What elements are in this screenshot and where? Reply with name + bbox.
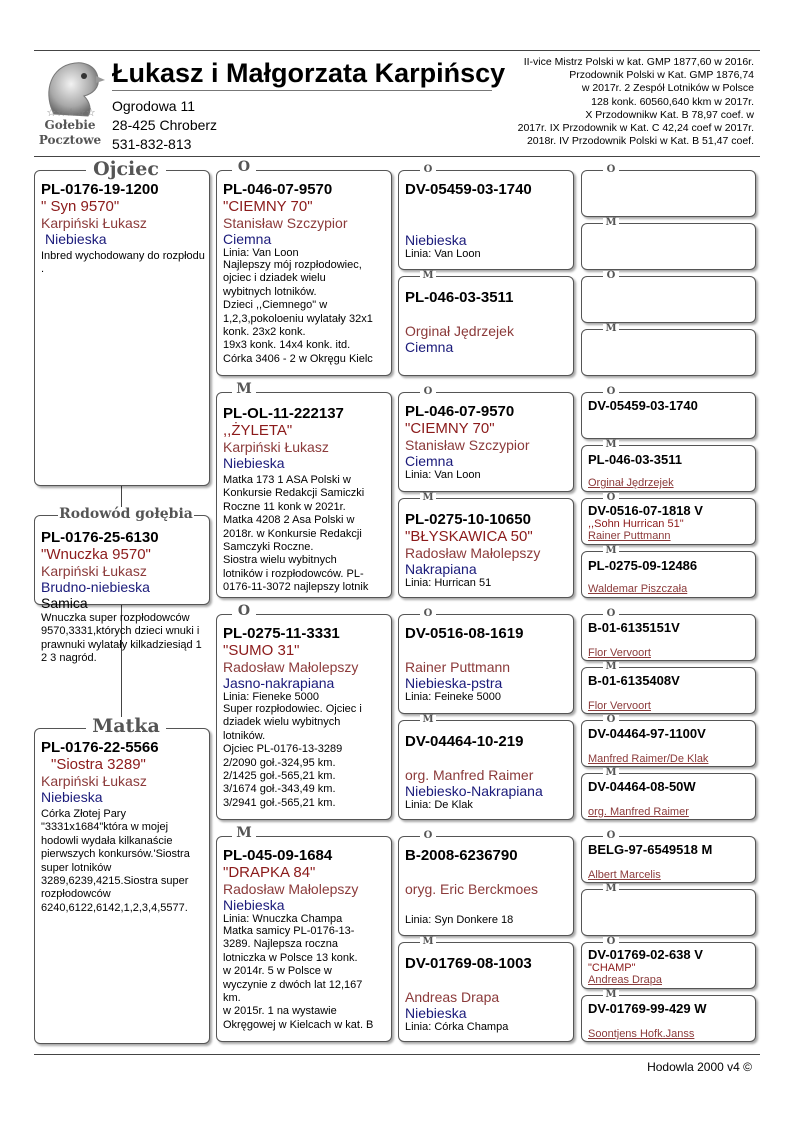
achievement-line: Przodownik Polski w Kat. GMP 1876,74 <box>569 69 754 82</box>
dam-label: M <box>603 768 619 778</box>
ggp-owner: Radosław Małolepszy <box>405 545 541 561</box>
gggp-ring: DV-01769-02-638 V <box>588 947 703 962</box>
logo-text-line-2: Pocztowe <box>38 133 102 147</box>
great-grandparent-card[interactable] <box>398 392 574 492</box>
ggp-ring: B-2008-6236790 <box>405 847 518 864</box>
gggp-owner: Flor Vervoort <box>588 647 651 659</box>
gggp-card[interactable] <box>581 392 756 439</box>
mother-color: Niebieska <box>41 789 103 805</box>
dam-label: M <box>603 218 619 228</box>
grandparent-description: Matka 173 1 ASA Polski w Konkursie Redakcji Samiczki Roczne 11 konk w 2021r. Matka 4208 2 Asa Polski w 2018r. w Konkursie Redakcji Samczyki Roczne. Siostra wielu wybitnych lotników i rozpłodowców. PL- 0176-11-3072 najlepszy lotnik <box>223 474 369 594</box>
dam-label: M <box>603 546 619 556</box>
great-grandparent-card[interactable] <box>398 720 574 820</box>
father-label: Ojciec <box>86 160 166 179</box>
great-grandparent-card[interactable] <box>398 614 574 714</box>
grandparent-color: Niebieska <box>223 455 285 471</box>
grandparent-name: "SUMO 31" <box>223 642 300 659</box>
mother-name: "Siostra 3289" <box>51 756 146 773</box>
gggp-card[interactable] <box>581 170 756 217</box>
achievement-line: 2018r. IV Przodownik Polski w Kat. B 51,47 coef. <box>526 135 754 148</box>
dam-label: M <box>603 440 619 450</box>
gggp-card[interactable] <box>581 614 756 661</box>
sire-label: O <box>420 831 436 841</box>
gggp-card[interactable] <box>581 329 756 376</box>
gggp-name <box>588 794 753 806</box>
great-grandparent-card[interactable] <box>398 836 574 936</box>
grandparent-description: Najlepszy mój rozpłodowiec, ojciec i dziadek wielu wybitnych lotników. Dzieci ,,Ciemnego" w 1,2,3,pokoloeniu wylatały 32x1 konk. 23x2 konk. 19x3 konk. 14x4 konk. itd. Córka 3406 - 2 w Okręgu Kielc <box>223 259 373 365</box>
father-card[interactable] <box>34 170 210 486</box>
achievement-line: X Przodownikw Kat. B 78,97 coef. w <box>585 108 754 121</box>
gggp-card[interactable] <box>581 667 756 714</box>
gggp-card[interactable] <box>581 995 756 1042</box>
subject-color: Brudno-niebieska <box>41 579 150 595</box>
gggp-card[interactable] <box>581 276 756 323</box>
gggp-owner: Manfred Raimer/De Klak <box>588 753 709 765</box>
grandparent-color: Niebieska <box>223 897 285 913</box>
great-grandparent-card[interactable] <box>398 276 574 376</box>
gggp-owner: Soontjens Hofk.Janss <box>588 1028 695 1040</box>
gggp-name <box>588 688 753 700</box>
father-owner: Karpiński Łukasz <box>41 215 147 231</box>
ggp-line: Linia: De Klak <box>405 799 473 811</box>
ggp-ring: DV-0516-08-1619 <box>405 625 524 642</box>
sire-label: O <box>603 609 619 619</box>
gggp-card[interactable] <box>581 889 756 936</box>
gggp-ring: B-01-6135151V <box>588 620 680 635</box>
grandparent-ring: PL-OL-11-222137 <box>223 405 344 422</box>
gggp-ring: PL-046-03-3511 <box>588 452 682 467</box>
gggp-card[interactable] <box>581 773 756 820</box>
father-ring: PL-0176-19-1200 <box>41 181 159 198</box>
ggp-ring: PL-046-07-9570 <box>405 403 515 420</box>
dam-label: M <box>420 715 436 725</box>
grandparent-color: Jasno-nakrapiana <box>223 675 335 691</box>
ggp-owner: org. Manfred Raimer <box>405 767 534 783</box>
logo <box>34 56 106 152</box>
dam-label: M <box>420 493 436 503</box>
gggp-ring: DV-01769-99-429 W <box>588 1001 707 1016</box>
gggp-name <box>588 573 753 583</box>
ggp-color: Ciemna <box>405 453 454 469</box>
grandparent-description: Matka samicy PL-0176-13- 3289. Najlepsza roczna lotniczka w Polsce 13 konk. w 2014r. 5 w Polsce w wyczynie z dwóch lat 12,167 km. w 2015r. 1 na wystawie Okręgowej w Kielcach w kat. B <box>223 925 374 1031</box>
sire-label: O <box>603 937 619 947</box>
gggp-card[interactable] <box>581 445 756 492</box>
gggp-name <box>588 1016 753 1028</box>
sire-label: O <box>603 493 619 503</box>
grandparent-color: Ciemna <box>223 231 272 247</box>
gggp-ring: DV-04464-97-1100V <box>588 726 706 741</box>
ggp-owner: Orginał Jędrzejek <box>405 323 514 339</box>
logo-text-line-1: Gołebie <box>44 118 96 132</box>
address-phone: 531-832-813 <box>112 136 192 152</box>
dam-label: M <box>603 990 619 1000</box>
achievement-line: II-vice Mistrz Polski w kat. GMP 1877,60 w 2016r. <box>523 56 754 68</box>
dam-label: M <box>232 826 256 840</box>
ggp-color: Niebieska-pstra <box>405 675 503 691</box>
sire-label: O <box>603 387 619 397</box>
gggp-name: "CHAMP" <box>588 962 636 974</box>
gggp-owner: Rainer Puttmann <box>588 530 671 542</box>
gggp-owner: Waldemar Piszczała <box>588 583 688 595</box>
gggp-owner: Andreas Drapa <box>588 974 662 986</box>
sire-label: O <box>603 165 619 175</box>
ggp-line: Linia: Van Loon <box>405 248 481 260</box>
ggp-owner: Stanisław Szczypior <box>405 437 530 453</box>
ggp-color: Ciemna <box>405 339 454 355</box>
sire-label: O <box>420 609 436 619</box>
ggp-color: Nakrapiana <box>405 561 477 577</box>
grandparent-line: Linia: Fieneke 5000 <box>223 691 320 703</box>
ggp-owner <box>405 215 570 232</box>
great-grandparent-card[interactable] <box>398 942 574 1042</box>
gggp-name: ,,Sohn Hurrican 51" <box>588 518 684 530</box>
ggp-name <box>405 972 570 989</box>
sire-label: O <box>420 165 436 175</box>
grandparent-ring: PL-045-09-1684 <box>223 847 333 864</box>
gggp-name <box>588 857 753 869</box>
gggp-ring: B-01-6135408V <box>588 673 680 688</box>
grandparent-ring: PL-046-07-9570 <box>223 181 333 198</box>
sire-label: O <box>603 831 619 841</box>
grandparent-line: Linia: Wnuczka Champa <box>223 913 343 925</box>
grandparent-ring: PL-0275-11-3331 <box>223 625 340 642</box>
subject-name: "Wnuczka 9570" <box>41 546 151 563</box>
achievement-line: w 2017r. 2 Zespół Lotników w Polsce <box>581 82 754 95</box>
subject-owner: Karpiński Łukasz <box>41 563 147 579</box>
ggp-name <box>405 306 570 323</box>
grandparent-name: "DRAPKA 84" <box>223 864 316 881</box>
breeder-title: Łukasz i Małgorzata Karpińscy <box>112 58 506 88</box>
pedigree-connector <box>121 485 122 507</box>
ggp-line: Linia: Córka Champa <box>405 1021 509 1033</box>
gggp-owner: Flor Vervoort <box>588 700 651 712</box>
gggp-card[interactable] <box>581 223 756 270</box>
mother-card[interactable] <box>34 728 210 1044</box>
great-grandparent-card[interactable] <box>398 170 574 270</box>
gggp-name <box>588 467 753 477</box>
gggp-ring: PL-0275-09-12486 <box>588 558 698 573</box>
dam-label: M <box>603 324 619 334</box>
header-top-rule <box>34 50 760 51</box>
pedigree-label: Rodowód gołębia <box>59 506 193 522</box>
achievement-line: 2017r. IX Przodownik w Kat. C 42,24 coef w 2017r. <box>517 122 754 135</box>
subject-description: Wnuczka super rozpłodowców 9570,3331,których dzieci wnuki i prawnuki wylatały kilkadziesiąd 1 2 3 nagród. <box>41 612 202 665</box>
ggp-line: Linia: Van Loon <box>405 469 481 481</box>
ggp-owner: Rainer Puttmann <box>405 659 511 675</box>
grandparent-line: Linia: Van Loon <box>223 247 299 259</box>
great-grandparent-card[interactable] <box>398 498 574 598</box>
grandparent-card[interactable] <box>216 392 392 598</box>
gggp-owner: Albert Marcelis <box>588 869 661 881</box>
mother-label: Matka <box>86 717 166 736</box>
gggp-ring: BELG-97-6549518 M <box>588 842 713 857</box>
sire-label: O <box>232 160 256 174</box>
ggp-owner: Andreas Drapa <box>405 989 500 1005</box>
ggp-name: "CIEMNY 70" <box>405 420 495 437</box>
dam-label: M <box>420 271 436 281</box>
grandparent-owner: Stanisław Szczypior <box>223 215 348 231</box>
grandparent-description: Super rozpłodowiec. Ojciec i dziadek wielu wybitnych lotników. Ojciec PL-0176-13-3289 2/2090 goł.-324,95 km. 2/1425 goł.-565,21 km. 3/1674 goł.-343,49 km. 3/2941 goł.-565,21 km. <box>223 703 362 809</box>
ggp-ring: DV-04464-10-219 <box>405 733 524 750</box>
address-city: 28-425 Chroberz <box>112 117 218 133</box>
gggp-owner: org. Manfred Raimer <box>588 806 689 818</box>
father-color: Niebieska <box>45 231 107 247</box>
mother-description: Córka Złotej Pary "3331x1684"która w mojej hodowli wydała kilkanaście pierwszych konkursów.'Siostra super lotników 3289,6239,4215.Siostra super rozpłodowców 6240,6122,6142,1,2,3,4,5577. <box>41 808 190 914</box>
subject-ring: PL-0176-25-6130 <box>41 529 159 546</box>
ggp-name <box>405 750 570 767</box>
gggp-ring: DV-05459-03-1740 <box>588 398 698 413</box>
dam-label: M <box>603 884 619 894</box>
ggp-ring: PL-046-03-3511 <box>405 289 514 306</box>
sire-label: O <box>603 271 619 281</box>
sire-label: O <box>232 604 256 618</box>
gggp-card[interactable] <box>581 551 756 598</box>
gggp-name <box>588 635 753 647</box>
grandparent-card[interactable] <box>216 614 392 820</box>
grandparent-owner: Radosław Małolepszy <box>223 659 359 675</box>
gggp-card[interactable] <box>581 720 756 767</box>
gggp-card[interactable] <box>581 498 756 545</box>
sire-label: O <box>420 387 436 397</box>
gggp-owner: Orginał Jędrzejek <box>588 477 674 489</box>
ggp-ring: DV-01769-08-1003 <box>405 955 532 972</box>
breeder-address <box>112 97 217 154</box>
mother-ring: PL-0176-22-5566 <box>41 739 159 756</box>
gggp-ring: DV-0516-07-1818 V <box>588 503 703 518</box>
grandparent-owner: Radosław Małolepszy <box>223 881 359 897</box>
subject-card[interactable] <box>34 515 210 665</box>
ggp-color: Niebieska <box>405 1005 467 1021</box>
subject-sex: Samica <box>41 595 88 611</box>
ggp-ring: DV-05459-03-1740 <box>405 181 532 198</box>
gggp-card[interactable] <box>581 836 756 883</box>
ggp-ring: PL-0275-10-10650 <box>405 511 531 528</box>
dam-label: M <box>420 937 436 947</box>
grandparent-card[interactable] <box>216 170 392 376</box>
achievements <box>454 56 754 148</box>
grandparent-name: ,,ŻYLETA" <box>223 422 293 439</box>
grandparent-card[interactable] <box>216 836 392 1042</box>
ggp-line: Linia: Syn Donkere 18 <box>405 914 514 926</box>
ggp-owner: oryg. Eric Berckmoes <box>405 881 539 897</box>
ggp-line: Linia: Feineke 5000 <box>405 691 502 703</box>
ggp-name <box>405 642 570 659</box>
ggp-color <box>405 897 570 914</box>
grandparent-name: "CIEMNY 70" <box>223 198 313 215</box>
sire-label: O <box>603 715 619 725</box>
address-street: Ogrodowa 11 <box>112 98 196 114</box>
title-underline <box>112 90 492 91</box>
ggp-name <box>405 198 570 215</box>
father-description: Inbred wychodowany do rozpłodu . <box>41 250 205 276</box>
footer-rule <box>34 1054 760 1055</box>
gggp-name <box>588 741 753 753</box>
grandparent-owner: Karpiński Łukasz <box>223 439 329 455</box>
logo-stars: ☆☆☆☆☆ <box>46 107 96 119</box>
footer-credit: Hodowla 2000 v4 © <box>647 1060 752 1074</box>
mother-owner: Karpiński Łukasz <box>41 773 147 789</box>
gggp-ring: DV-04464-08-50W <box>588 779 696 794</box>
ggp-name: "BŁYSKAWICA 50" <box>405 528 533 545</box>
ggp-color: Niebiesko-Nakrapiana <box>405 783 543 799</box>
achievement-line: 128 konk. 60560,640 kkm w 2017r. <box>591 95 754 108</box>
header-bottom-rule <box>34 156 760 157</box>
ggp-color: Niebieska <box>405 232 467 248</box>
dam-label: M <box>603 662 619 672</box>
ggp-name <box>405 864 570 881</box>
ggp-line: Linia: Hurrican 51 <box>405 577 492 589</box>
gggp-card[interactable] <box>581 942 756 989</box>
father-name: " Syn 9570" <box>41 198 120 215</box>
dam-label: M <box>232 382 256 396</box>
